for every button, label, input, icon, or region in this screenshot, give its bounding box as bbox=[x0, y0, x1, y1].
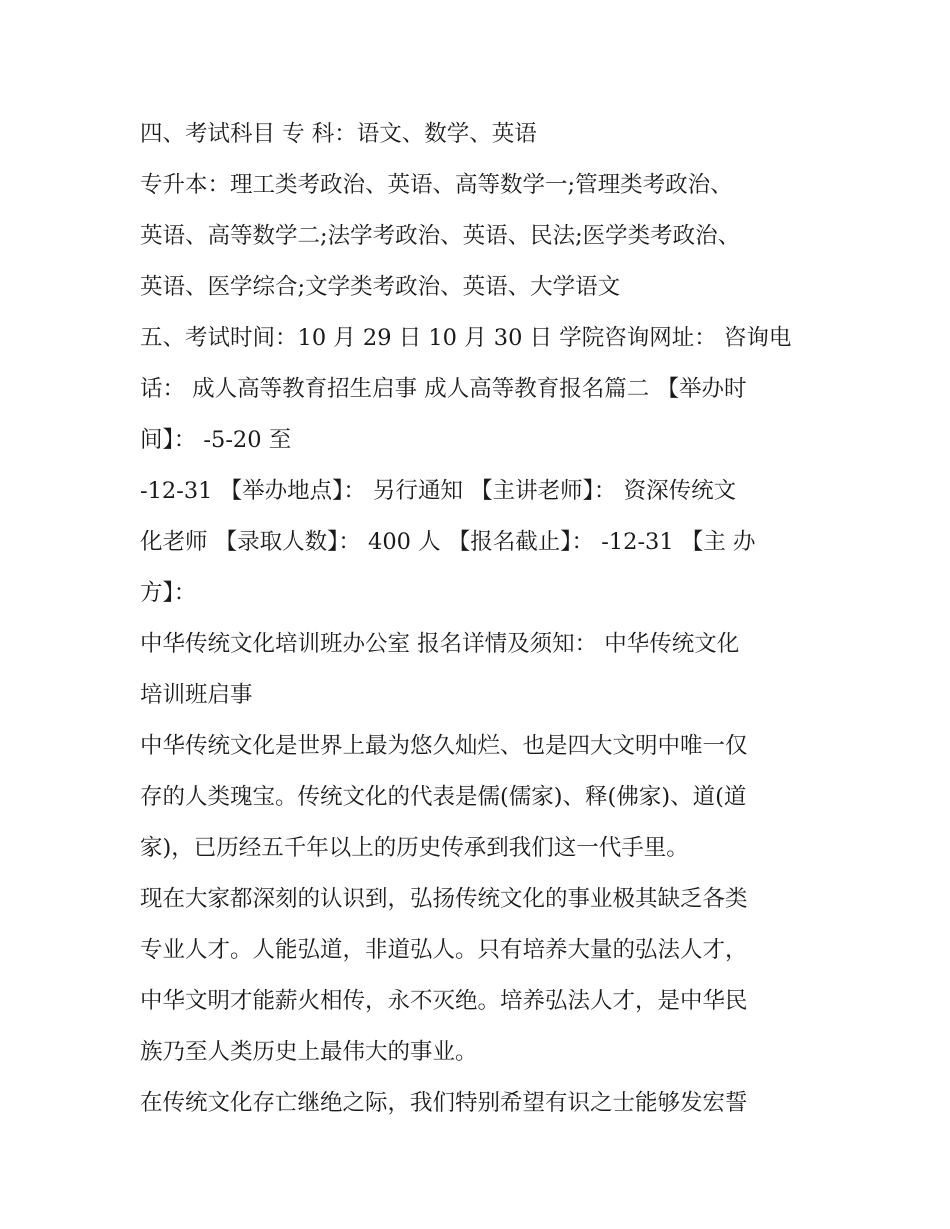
text-line: 现在大家都深刻的认识到，弘扬传统文化的事业极其缺乏各类 bbox=[140, 886, 748, 912]
text-line: 族乃至人类历史上最伟大的事业。 bbox=[140, 1039, 478, 1065]
text-line: 中华传统文化是世界上最为悠久灿烂、也是四大文明中唯一仅 bbox=[140, 733, 748, 759]
text-line: 英语、高等数学二;法学考政治、英语、民法;医学类考政治、 bbox=[140, 223, 741, 249]
text-line: -12-31 【举办地点】： 另行通知 【主讲老师】： 资深传统文 bbox=[140, 478, 737, 504]
text-line: 培训班启事 bbox=[140, 682, 253, 708]
text-line: 方】： bbox=[140, 580, 197, 606]
text-line: 家)，已历经五千年以上的历史传承到我们这一代手里。 bbox=[140, 835, 689, 861]
document-body bbox=[140, 109, 820, 1129]
text-line: 专业人才。人能弘道，非道弘人。只有培养大量的弘法人才， bbox=[140, 937, 748, 963]
text-line: 专升本：理工类考政治、英语、高等数学一;管理类考政治、 bbox=[140, 172, 733, 198]
text-line: 五、考试时间：10 月 29 日 10 月 30 日 学院咨询网址： 咨询电 bbox=[140, 325, 792, 351]
text-line: 存的人类瑰宝。传统文化的代表是儒(儒家)、释(佛家)、道(道 bbox=[140, 784, 747, 810]
text-line: 间】： -5-20 至 bbox=[140, 427, 292, 453]
text-line: 化老师 【录取人数】： 400 人 【报名截止】： -12-31 【主 办 bbox=[140, 529, 756, 555]
text-line: 中华文明才能薪火相传，永不灭绝。培养弘法人才，是中华民 bbox=[140, 988, 748, 1014]
text-line: 四、考试科目 专 科：语文、数学、英语 bbox=[140, 121, 537, 147]
text-line: 中华传统文化培训班办公室 报名详情及须知： 中华传统文化 bbox=[140, 631, 740, 657]
text-line: 英语、医学综合;文学类考政治、英语、大学语文 bbox=[140, 274, 621, 300]
text-line: 话： 成人高等教育招生启事 成人高等教育报名篇二 【举办时 bbox=[140, 376, 747, 402]
text-line: 在传统文化存亡继绝之际，我们特别希望有识之士能够发宏誓 bbox=[140, 1090, 748, 1116]
